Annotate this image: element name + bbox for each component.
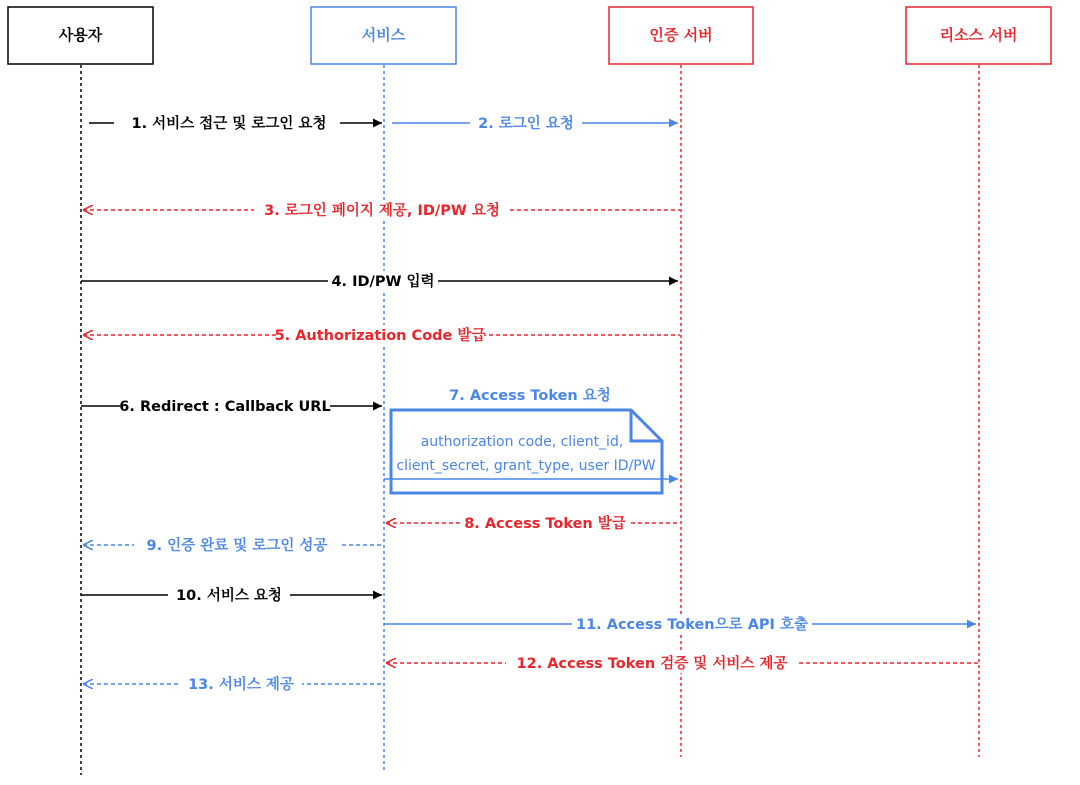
message-9 (83, 535, 383, 555)
message-9-label: 9. 인증 완료 및 로그인 성공 (146, 538, 328, 554)
actor-resource-server-label: 리소스 서버 (939, 26, 1018, 44)
actor-auth-server-label: 인증 서버 (649, 26, 713, 44)
actor-user (8, 7, 153, 64)
message-11-label: 11. Access Token으로 API 호출 (576, 617, 808, 633)
message-12-label: 12. Access Token 검증 및 서비스 제공 (516, 656, 788, 672)
actor-service-label: 서비스 (361, 26, 406, 44)
message-8 (386, 513, 680, 533)
message-13-label: 13. 서비스 제공 (188, 677, 294, 693)
note-line-2: client_secret, grant_type, user ID/PW (396, 458, 656, 474)
message-6-label: 6. Redirect : Callback URL (119, 399, 331, 415)
actor-resource-server (906, 7, 1051, 64)
message-5-label: 5. Authorization Code 발급 (274, 328, 486, 344)
message-5 (83, 325, 680, 345)
message-7 (384, 386, 678, 493)
message-10 (81, 585, 382, 605)
message-3-label: 3. 로그인 페이지 제공, ID/PW 요청 (264, 203, 500, 219)
message-2 (392, 113, 678, 133)
message-12 (386, 653, 978, 673)
message-8-label: 8. Access Token 발급 (464, 516, 626, 532)
note-box (391, 410, 662, 493)
message-11 (384, 614, 976, 634)
actor-service (311, 7, 456, 64)
message-10-label: 10. 서비스 요청 (176, 588, 282, 604)
message-1-label: 1. 서비스 접근 및 로그인 요청 (131, 116, 327, 132)
message-4-label: 4. ID/PW 입력 (331, 274, 435, 290)
message-13 (83, 674, 383, 694)
message-4 (81, 271, 678, 291)
note-line-1: authorization code, client_id, (420, 434, 624, 450)
message-7-label: 7. Access Token 요청 (449, 388, 611, 404)
message-6 (81, 396, 382, 416)
message-2-label: 2. 로그인 요청 (478, 116, 574, 132)
actor-auth-server (609, 7, 753, 64)
message-3 (83, 200, 680, 220)
message-1 (89, 113, 382, 133)
actor-user-label: 사용자 (58, 26, 103, 44)
